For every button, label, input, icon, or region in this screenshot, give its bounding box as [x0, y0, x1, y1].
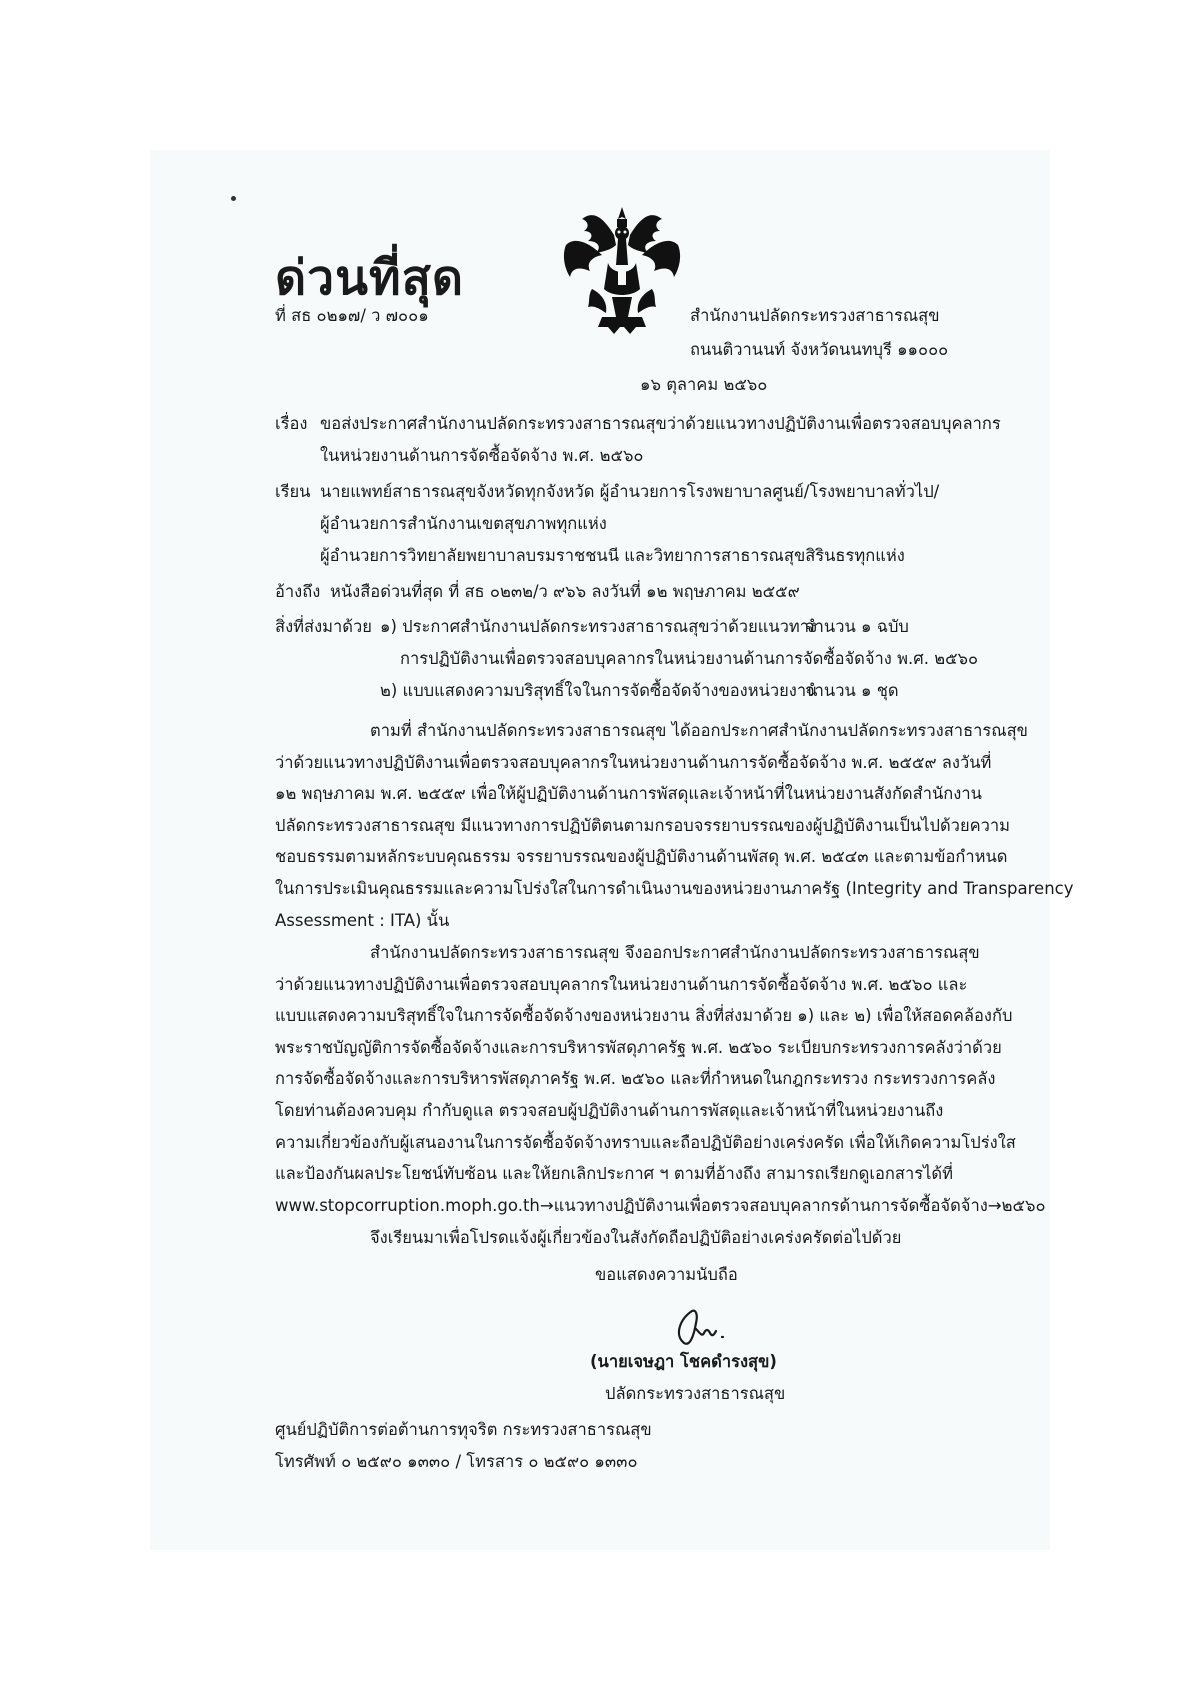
office-name: สำนักงานปลัดกระทรวงสาธารณสุข: [690, 306, 940, 325]
letter-date: ๑๖ ตุลาคม ๒๕๖๐: [640, 375, 768, 394]
enclosure-item: การปฏิบัติงานเพื่อตรวจสอบบุคลากรในหน่วยงานด้านการจัดซื้อจัดจ้าง พ.ศ. ๒๕๖๐: [400, 649, 979, 668]
body-line: โดยท่านต้องควบคุม กำกับดูแล ตรวจสอบผู้ปฏิบัติงานด้านการพัสดุและเจ้าหน้าที่ในหน่วยงานถึง: [275, 1100, 944, 1120]
footer-contact: โทรศัพท์ ๐ ๒๕๙๐ ๑๓๓๐ / โทรสาร ๐ ๒๕๙๐ ๑๓๓๐: [275, 1452, 638, 1471]
body-line: Assessment : ITA) นั้น: [275, 910, 450, 930]
body-line: พระราชบัญญัติการจัดซื้อจัดจ้างและการบริหารพัสดุภาครัฐ พ.ศ. ๒๕๖๐ ระเบียบกระทรวงการคลังว่าด้วย: [275, 1037, 1002, 1057]
url-line: www.stopcorruption.moph.go.th→แนวทางปฏิบัติงานเพื่อตรวจสอบบุคลากรด้านการจัดซื้อจัดจ้าง→๒๕๖๐: [275, 1195, 1046, 1215]
addressee-line: ผู้อำนวยการสำนักงานเขตสุขภาพทุกแห่ง: [320, 514, 607, 533]
body-line: และป้องกันผลประโยชน์ทับซ้อน และให้ยกเลิกประกาศ ฯ ตามที่อ้างถึง สามารถเรียกดูเอกสารได้ที่: [275, 1164, 953, 1184]
garuda-emblem-icon: [562, 205, 682, 335]
body-line: สำนักงานปลัดกระทรวงสาธารณสุข จึงออกประกาศสำนักงานปลัดกระทรวงสาธารณสุข: [370, 943, 980, 962]
body-line: แบบแสดงความบริสุทธิ์ใจในการจัดซื้อจัดจ้างของหน่วยงาน สิ่งที่ส่งมาด้วย ๑) และ ๒) เพื่อให้สอดคล้องกับ: [275, 1006, 1013, 1026]
reference-text: หนังสือด่วนที่สุด ที่ สธ ๐๒๓๒/ว ๙๖๖ ลงวันที่ ๑๒ พฤษภาคม ๒๕๕๙: [330, 582, 800, 601]
document-number: ที่ สธ ๐๒๑๗/ ว ๗๐๐๑: [275, 306, 429, 325]
signatory-position: ปลัดกระทรวงสาธารณสุข: [605, 1384, 786, 1403]
urgency-heading: ด่วนที่สุด: [275, 250, 465, 306]
body-paragraph-2: [275, 937, 1046, 1221]
enclosure-quantity: จำนวน ๑ ชุด: [805, 681, 899, 700]
closing-regards: ขอแสดงความนับถือ: [595, 1265, 738, 1284]
handwritten-signature: [668, 1305, 738, 1350]
footer-unit: ศูนย์ปฏิบัติการต่อต้านการทุจริต กระทรวงสาธารณสุข: [275, 1420, 652, 1439]
subject-line: ขอส่งประกาศสำนักงานปลัดกระทรวงสาธารณสุขว่าด้วยแนวทางปฏิบัติงานเพื่อตรวจสอบบุคลากร: [320, 414, 1001, 433]
enclosure-item: ๑) ประกาศสำนักงานปลัดกระทรวงสาธารณสุขว่าด้วยแนวทาง: [380, 617, 818, 636]
addressee-line: นายแพทย์สาธารณสุขจังหวัดทุกจังหวัด ผู้อำนวยการโรงพยาบาลศูนย์/โรงพยาบาลทั่วไป/: [320, 482, 940, 501]
body-paragraph-1: [275, 715, 1074, 936]
body-line: ชอบธรรมตามหลักระบบคุณธรรม จรรยาบรรณของผู้ปฏิบัติงานด้านพัสดุ พ.ศ. ๒๕๔๓ และตามข้อกำหนด: [275, 847, 1008, 867]
enclosure-quantity: จำนวน ๑ ฉบับ: [805, 617, 909, 636]
subject-label: เรื่อง: [275, 414, 308, 433]
enclosure-item: ๒) แบบแสดงความบริสุทธิ์ใจในการจัดซื้อจัดจ้างของหน่วยงาน: [380, 681, 818, 700]
body-line: ปลัดกระทรวงสาธารณสุข มีแนวทางการปฏิบัติตนตามกรอบจรรยาบรรณของผู้ปฏิบัติงานเป็นไปด้วยความ: [275, 815, 1011, 835]
body-line: ตามที่ สำนักงานปลัดกระทรวงสาธารณสุข ได้ออกประกาศสำนักงานปลัดกระทรวงสาธารณสุข: [370, 721, 1028, 740]
addressee-label: เรียน: [275, 482, 311, 501]
body-line: การจัดซื้อจัดจ้างและการบริหารพัสดุภาครัฐ พ.ศ. ๒๕๖๐ และที่กำหนดในกฎกระทรวง กระทรวงการคลัง: [275, 1069, 996, 1089]
enclosures-label: สิ่งที่ส่งมาด้วย: [275, 617, 372, 636]
scan-speck: [231, 196, 236, 201]
body-line: ว่าด้วยแนวทางปฏิบัติงานเพื่อตรวจสอบบุคลากรในหน่วยงานด้านการจัดซื้อจัดจ้าง พ.ศ. ๒๕๖๐ และ: [275, 974, 968, 994]
addressee-line: ผู้อำนวยการวิทยาลัยพยาบาลบรมราชชนนี และวิทยาการสาธารณสุขสิรินธรทุกแห่ง: [320, 546, 905, 565]
body-line: ว่าด้วยแนวทางปฏิบัติงานเพื่อตรวจสอบบุคลากรในหน่วยงานด้านการจัดซื้อจัดจ้าง พ.ศ. ๒๕๕๙ ลงวันที่: [275, 752, 992, 772]
body-line: ๑๒ พฤษภาคม พ.ศ. ๒๕๕๙ เพื่อให้ผู้ปฏิบัติงานด้านการพัสดุและเจ้าหน้าที่ในหน่วยงานสังกัดสำนักงาน: [275, 784, 982, 804]
body-line: ความเกี่ยวข้องกับผู้เสนองานในการจัดซื้อจัดจ้างทราบและถือปฏิบัติอย่างเคร่งครัด เพื่อให้เกิดความโปร่งใส: [275, 1132, 1016, 1152]
office-address: ถนนติวานนท์ จังหวัดนนทบุรี ๑๑๐๐๐: [690, 340, 949, 359]
body-line: ในการประเมินคุณธรรมและความโปร่งใสในการดำเนินงานของหน่วยงานภาครัฐ (Integrity and Transparency: [275, 878, 1074, 898]
reference-label: อ้างถึง: [275, 582, 321, 601]
signatory-name: (นายเจษฎา โชคดำรงสุข): [590, 1352, 777, 1371]
closing-sentence: จึงเรียนมาเพื่อโปรดแจ้งผู้เกี่ยวข้องในสังกัดถือปฏิบัติอย่างเคร่งครัดต่อไปด้วย: [370, 1228, 902, 1247]
subject-line: ในหน่วยงานด้านการจัดซื้อจัดจ้าง พ.ศ. ๒๕๖๐: [320, 446, 644, 465]
